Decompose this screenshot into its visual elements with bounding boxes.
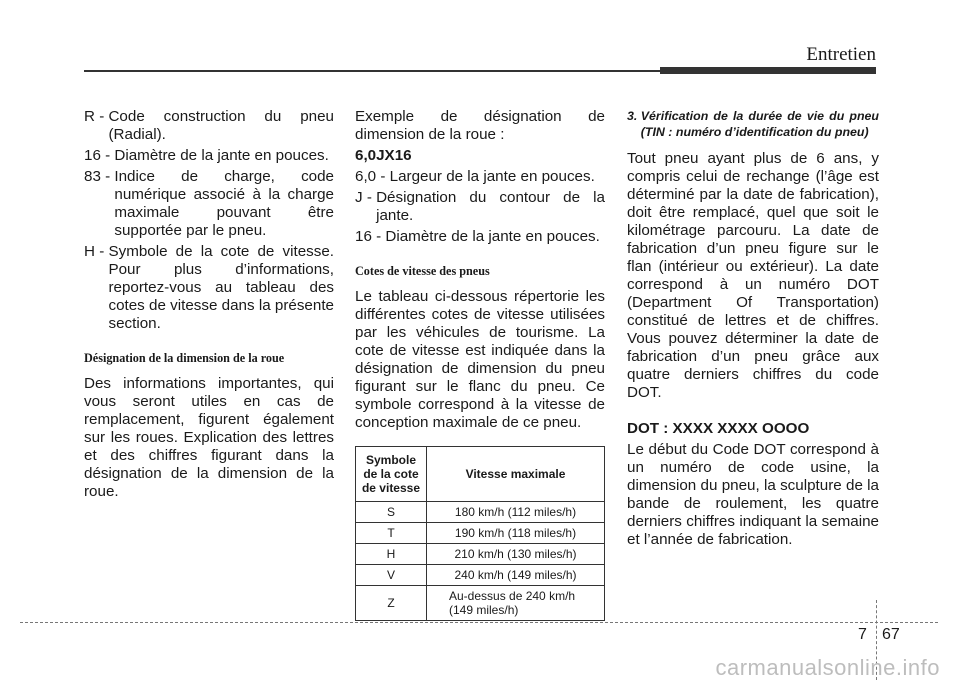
- intro-text: Exemple de désignation de dimension de la roue :: [355, 108, 605, 143]
- heading-number: 3.: [627, 109, 641, 123]
- definition-term: 83 -: [84, 168, 115, 185]
- speed-rating-table: [355, 446, 605, 621]
- definition-item: [355, 228, 605, 246]
- table-row: [356, 544, 605, 565]
- table-header: Vitesse maximale: [427, 447, 605, 502]
- footer-rule: [20, 622, 938, 623]
- definition-term: 16 -: [355, 228, 386, 245]
- table-row: [356, 502, 605, 523]
- definition-desc: Désignation du contour de la jante.: [376, 189, 605, 224]
- column-1: [84, 108, 334, 504]
- subheading: Cotes de vitesse des pneus: [355, 264, 490, 278]
- table-cell: V: [356, 565, 427, 586]
- table-row: [356, 523, 605, 544]
- definition-desc: Largeur de la jante en pouces.: [389, 168, 595, 185]
- definition-desc: Diamètre de la jante en pouces.: [114, 147, 329, 164]
- page-number: 67: [882, 626, 900, 643]
- table-cell: 210 km/h (130 miles/h): [427, 544, 605, 565]
- definition-desc: Symbole de la cote de vitesse. Pour plus d’informations, reportez-vous au tableau des cotes de vitesse dans la présente section.: [108, 243, 334, 332]
- definition-term: R -: [84, 108, 109, 125]
- definition-term: 6,0 -: [355, 168, 390, 185]
- table-cell: 240 km/h (149 miles/h): [427, 565, 605, 586]
- table-row: [356, 586, 605, 621]
- paragraph: Le tableau ci-dessous répertorie les différentes cotes de vitesse utilisées par les véhicules de tourisme. La cote de vitesse est indiquée dans la désignation de dimension du pneu figurant sur le flanc du pneu. Ce symbole correspond à la vitesse de conception maximale de ce pneu.: [355, 288, 605, 431]
- table-row: [356, 565, 605, 586]
- table-cell: S: [356, 502, 427, 523]
- table-header: Symbole de la cote de vitesse: [356, 447, 427, 502]
- dot-code: DOT : XXXX XXXX OOOO: [627, 420, 810, 437]
- table-cell: 180 km/h (112 miles/h): [427, 502, 605, 523]
- chapter-number: 7: [858, 626, 867, 643]
- watermark: carmanualsonline.info: [715, 655, 940, 680]
- definition-term: J -: [355, 189, 377, 206]
- definition-item: [84, 147, 334, 165]
- table-cell: Au-dessus de 240 km/h (149 miles/h): [427, 586, 605, 621]
- paragraph: Des informations importantes, qui vous seront utiles en cas de remplacement, figurent également sur les roues. Explication des lettres et des chiffres figurant dans la désignation de la dimension de la roue.: [84, 375, 334, 500]
- header-bar: [660, 67, 876, 74]
- definition-term: H -: [84, 243, 109, 260]
- header-rule: [84, 70, 660, 72]
- definition-item: [355, 189, 605, 225]
- definition-desc: Diamètre de la jante en pouces.: [385, 228, 600, 245]
- paragraph: Tout pneu ayant plus de 6 ans, y compris celui de rechange (l’âge est déterminé par la date de fabrication), doit être remplacé, quel que soit le kilométrage parcouru. La date de fabrication d’un pneu figure sur le flan (intérieur ou extérieur). La date correspond à un numéro DOT (Department Of Transportation) constitué de lettres et de chiffres. Vous pouvez déterminer la date de fabrication d’un pneu grâce aux quatre derniers chiffres du code DOT.: [627, 150, 879, 401]
- definition-item: [355, 168, 605, 186]
- heading-text: Vérification de la durée de vie du pneu (TIN : numéro d’identification du pneu): [640, 109, 879, 139]
- table-cell: H: [356, 544, 427, 565]
- definition-item: [84, 243, 334, 333]
- column-3: [627, 108, 879, 552]
- column-2: [355, 108, 605, 621]
- definition-item: [84, 168, 334, 240]
- definition-desc: Code construction du pneu (Radial).: [108, 108, 334, 143]
- paragraph: Le début du Code DOT correspond à un numéro de code usine, la dimension du pneu, la sculpture de la bande de roulement, les quatre derniers chiffres indiquant la semaine et l’année de fabrication.: [627, 441, 879, 548]
- subheading: Désignation de la dimension de la roue: [84, 351, 285, 365]
- table-cell: Z: [356, 586, 427, 621]
- definition-item: [84, 108, 334, 144]
- table-cell: T: [356, 523, 427, 544]
- table-header-row: [356, 447, 605, 502]
- wheel-code: 6,0JX16: [355, 147, 412, 164]
- numbered-heading: [627, 108, 879, 140]
- section-title: Entretien: [806, 44, 876, 65]
- table-cell: 190 km/h (118 miles/h): [427, 523, 605, 544]
- definition-term: 16 -: [84, 147, 115, 164]
- definition-desc: Indice de charge, code numérique associé à la charge maximale pouvant être supportée par le pneu.: [114, 168, 334, 239]
